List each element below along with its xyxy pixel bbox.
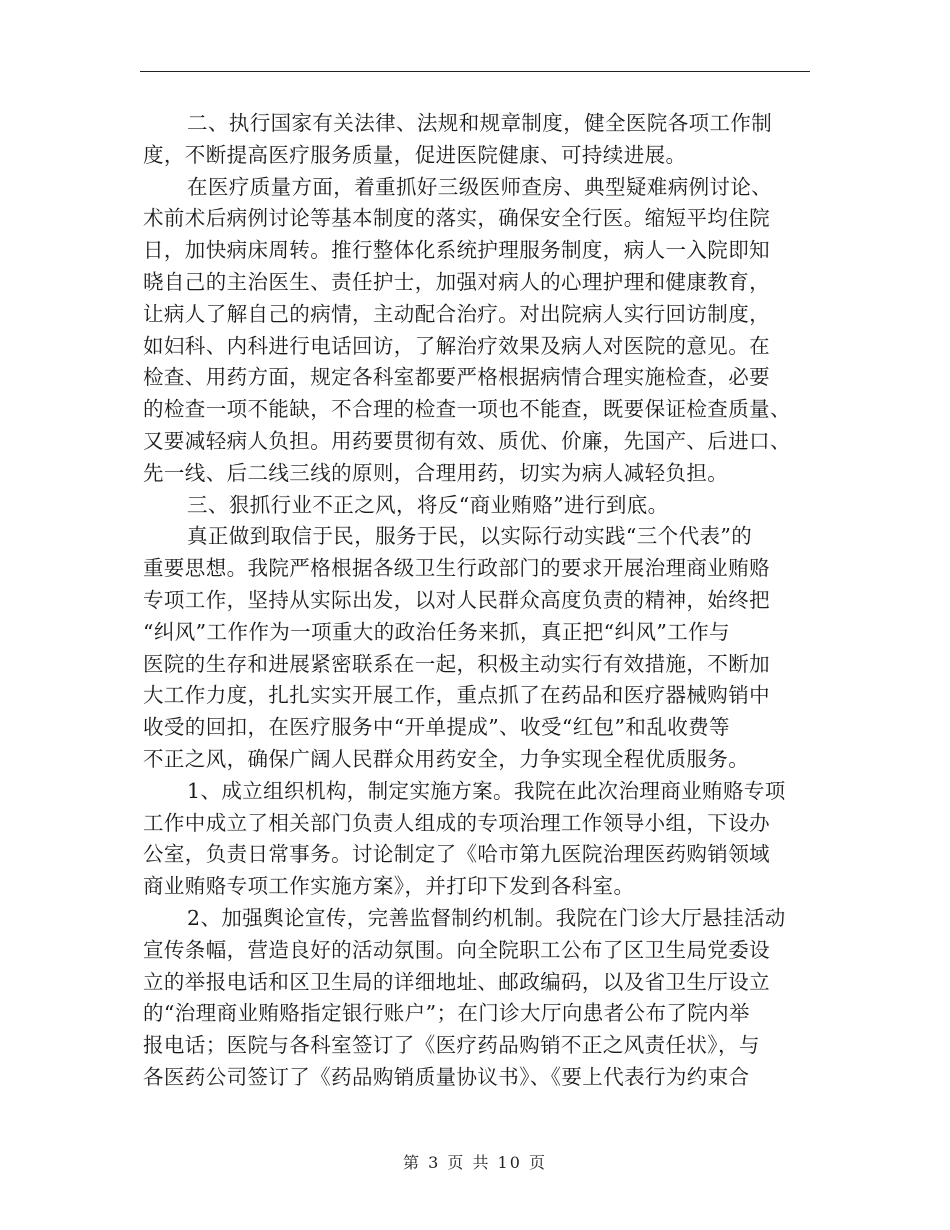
text-line: 又要减轻病人负担。用药要贯彻有效、质优、价廉，先国产、后进口、 <box>143 428 791 453</box>
text-line: 真正做到取信于民，服务于民，以实际行动实践“三个代表”的 <box>187 524 753 549</box>
text-line: 不正之风，确保广阔人民群众用药安全，力争实现全程优质服务。 <box>143 746 750 771</box>
text-line: 2、加强舆论宣传，完善监督制约机制。我院在门诊大厅悬挂活动 <box>187 905 786 930</box>
text-line: 报电话；医院与各科室签订了《医疗药品购销不正之风责任状》，与 <box>143 1033 760 1058</box>
text-line: 如妇科、内科进行电话回访，了解治疗效果及病人对医院的意见。在 <box>143 333 770 358</box>
text-line: 1、成立组织机构，制定实施方案。我院在此次治理商业贿赂专项 <box>187 778 786 803</box>
text-line: 先一线、后二线三线的原则，合理用药，切实为病人减轻负担。 <box>143 460 729 485</box>
text-line: 商业贿赂专项工作实施方案》，并打印下发到各科室。 <box>143 874 635 899</box>
text-line: 宣传条幅，营造良好的活动氛围。向全院职工公布了区卫生局党委设 <box>143 937 770 962</box>
text-line: 重要思想。我院严格根据各级卫生行政部门的要求开展治理商业贿赂 <box>143 556 770 581</box>
text-line: 让病人了解自己的病情，主动配合治疗。对出院病人实行回访制度， <box>143 301 770 326</box>
text-line: 收受的回扣，在医疗服务中“开单提成”、收受“红包”和乱收费等 <box>143 715 730 740</box>
text-line: 公室，负责日常事务。讨论制定了《哈市第九医院治理医药购销领域 <box>143 842 770 867</box>
text-line: 立的举报电话和区卫生局的详细地址、邮政编码，以及省卫生厅设立 <box>143 969 770 994</box>
text-line: 晓自己的主治医生、责任护士，加强对病人的心理护理和健康教育， <box>143 269 770 294</box>
text-line: 术前术后病例讨论等基本制度的落实，确保安全行医。缩短平均住院 <box>143 206 770 231</box>
text-line: 日，加快病床周转。推行整体化系统护理服务制度，病人一入院即知 <box>143 238 770 263</box>
text-line: 专项工作，坚持从实际出发，以对人民群众高度负责的精神，始终把 <box>143 587 770 612</box>
body-text <box>143 108 808 1094</box>
text-line: 各医药公司签订了《药品购销质量协议书》、《要上代表行为约束合 <box>143 1064 750 1089</box>
text-line: 的检查一项不能缺，不合理的检查一项也不能查，既要保证检查质量、 <box>143 397 791 422</box>
text-line: 医院的生存和进展紧密联系在一起，积极主动实行有效措施，不断加 <box>143 651 770 676</box>
header-rule <box>140 71 810 72</box>
text-line: 在医疗质量方面，着重抓好三级医师查房、典型疑难病例讨论、 <box>187 174 773 199</box>
text-line: 工作中成立了相关部门负责人组成的专项治理工作领导小组，下设办 <box>143 810 770 835</box>
text-line: 度，不断提高医疗服务质量，促进医院健康、可持续进展。 <box>143 142 687 167</box>
text-line: 大工作力度，扎扎实实开展工作，重点抓了在药品和医疗器械购销中 <box>143 683 770 708</box>
page-number: 第 3 页 共 10 页 <box>403 1153 547 1172</box>
text-line: “纠风”工作作为一项重大的政治任务来抓，真正把“纠风”工作与 <box>143 619 730 644</box>
text-line: 二、执行国家有关法律、法规和规章制度，健全医院各项工作制 <box>187 111 773 135</box>
text-line: 的“治理商业贿赂指定银行账户”；在门诊大厅向患者公布了院内举 <box>143 1001 750 1026</box>
text-line: 检查、用药方面，规定各科室都要严格根据病情合理实施检查，必要 <box>143 365 770 390</box>
text-line: 三、狠抓行业不正之风，将反“商业贿赂”进行到底。 <box>187 492 669 517</box>
